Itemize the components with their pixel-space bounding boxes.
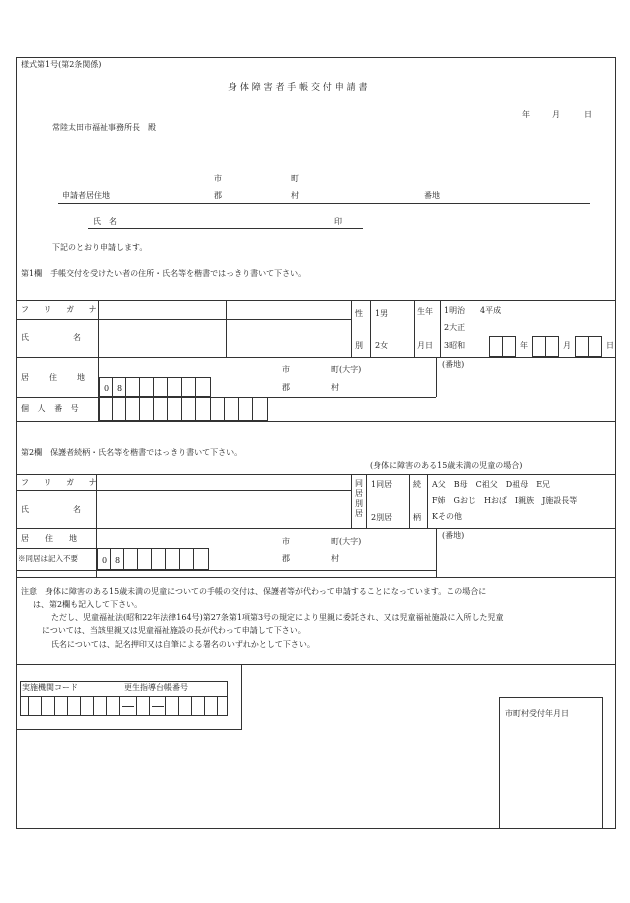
- agency-code-box-3[interactable]: [54, 696, 68, 716]
- s2-postal-digit-3[interactable]: [123, 548, 138, 570]
- s1-gun: 郡: [282, 383, 290, 392]
- ledger-box-1[interactable]: [106, 696, 120, 716]
- s2-dokyo-label-4: 居: [355, 509, 363, 518]
- s1-pn-box-4[interactable]: [139, 397, 154, 421]
- s1-pn-box-9[interactable]: [210, 397, 225, 421]
- s1-birth-month-box-2[interactable]: [545, 336, 559, 357]
- s2-postal-digit-6[interactable]: [165, 548, 180, 570]
- s1-postal-digit-4[interactable]: [139, 377, 154, 397]
- receipt-date-label: 市町村受付年月日: [505, 709, 569, 718]
- ledger-box-6[interactable]: [204, 696, 218, 716]
- applicant-gun: 郡: [214, 191, 222, 200]
- s2-gun: 郡: [282, 554, 290, 563]
- s2-postal-digit-7[interactable]: [179, 548, 194, 570]
- s2-dokyo-option[interactable]: 1同居: [371, 480, 393, 489]
- s1-mura: 村: [331, 383, 339, 392]
- s1-pn-box-10[interactable]: [224, 397, 239, 421]
- agency-code-box-4[interactable]: [67, 696, 81, 716]
- ledger-box-3[interactable]: [165, 696, 179, 716]
- applicant-address-line[interactable]: [58, 203, 590, 204]
- s2-shi: 市: [282, 537, 290, 546]
- applicant-shi: 市: [214, 174, 222, 183]
- section2-heading: 第2欄 保護者続柄・氏名等を楷書ではっきり書いて下さい。: [21, 448, 243, 457]
- applicant-machi: 町: [291, 174, 299, 183]
- form-title: 身 体 障 害 者 手 帳 交 付 申 請 書: [228, 83, 368, 93]
- agency-code-box-1[interactable]: [28, 696, 42, 716]
- notes-line2: は、第2欄も記入して下さい。: [33, 600, 143, 609]
- ledger-box-5[interactable]: [191, 696, 205, 716]
- s1-pn-box-5[interactable]: [153, 397, 168, 421]
- s1-pn-box-1[interactable]: [99, 397, 113, 421]
- s2-postal-digit-2-text: 8: [115, 556, 121, 565]
- s1-furigana-input[interactable]: [99, 301, 225, 319]
- notes-line1: 注意 身体に障害のある15歳未満の児童についての手帳の交付は、保護者等が代わって申請することになっています。この場合に: [21, 587, 487, 596]
- s2-banchi: (番地): [442, 531, 465, 540]
- s1-birth-label-top: 生年: [417, 307, 433, 316]
- s2-bekkyo-option[interactable]: 2別居: [371, 513, 393, 522]
- s2-relations-line3[interactable]: Kその他: [432, 512, 462, 521]
- s1-birth-month-box-1[interactable]: [532, 336, 546, 357]
- s2-name-label: 氏 名: [21, 505, 86, 514]
- notes-line4: については、当該里親又は児童福祉施設の長が代わって申請して下さい。: [42, 626, 306, 635]
- s2-furigana-input[interactable]: [97, 475, 350, 490]
- section2-note: (身体に障害のある15歳未満の児童の場合): [370, 461, 523, 470]
- form-number: 様式第1号(第2条関係): [21, 60, 102, 69]
- s2-relations-line1[interactable]: A父 B母 C祖父 D祖母 E兄: [432, 480, 551, 489]
- section1-heading: 第1欄 手帳交付を受けたい者の住所・氏名等を楷書ではっきり書いて下さい。: [21, 269, 307, 278]
- s1-birth-day-box-2[interactable]: [588, 336, 602, 357]
- s2-postal-digit-1-text: 0: [102, 556, 108, 565]
- s2-name-input[interactable]: [97, 491, 350, 527]
- s1-name-input[interactable]: [99, 320, 350, 356]
- addressee: 常陸太田市福祉事務所長 殿: [52, 123, 156, 132]
- s1-birth-day-unit: 日: [606, 341, 614, 350]
- s1-postal-digit-3[interactable]: [125, 377, 140, 397]
- agency-code-box-6[interactable]: [93, 696, 107, 716]
- agency-code-label: 実施機関コード: [22, 683, 78, 692]
- s1-pn-box-7[interactable]: [181, 397, 196, 421]
- s2-same-note: ※同居は記入不要: [18, 554, 78, 563]
- s1-pn-box-11[interactable]: [238, 397, 253, 421]
- notes-line5: 氏名については、記名押印又は自筆による署名のいずれかとして下さい。: [51, 640, 315, 649]
- s1-era-heisei[interactable]: 4平成: [480, 306, 502, 315]
- s1-birth-year-unit: 年: [520, 341, 528, 350]
- applicant-name-label: 氏 名: [93, 217, 117, 226]
- s1-pn-box-3[interactable]: [125, 397, 140, 421]
- s2-machi-aza: 町(大字): [331, 537, 362, 546]
- s1-postal-digit-7[interactable]: [181, 377, 196, 397]
- s1-pn-box-12[interactable]: [252, 397, 268, 421]
- s2-mura: 村: [331, 554, 339, 563]
- s1-banchi: (番地): [442, 360, 465, 369]
- s1-birth-year-box-1[interactable]: [489, 336, 503, 357]
- ledger-box-4[interactable]: [178, 696, 192, 716]
- s1-postal-digit-6[interactable]: [167, 377, 182, 397]
- s1-sex-label-bottom: 別: [355, 341, 363, 350]
- s2-dokyo-label-3: 別: [355, 499, 363, 508]
- applicant-mura: 村: [291, 191, 299, 200]
- s1-sex-label-top: 性: [355, 309, 363, 318]
- s2-zoku-label-top: 続: [413, 480, 421, 489]
- s1-birth-label-bottom: 月日: [417, 341, 433, 350]
- s1-pn-box-8[interactable]: [195, 397, 211, 421]
- s2-dokyo-label-1: 同: [355, 479, 363, 488]
- s1-postal-digit-5[interactable]: [153, 377, 168, 397]
- s2-furigana-label: フ リ ガ ナ: [21, 478, 103, 487]
- applicant-banchi: 番地: [424, 191, 440, 200]
- s1-furigana-label: フ リ ガ ナ: [21, 305, 103, 314]
- agency-code-box-5[interactable]: [80, 696, 94, 716]
- s2-relations-line2[interactable]: F姉 Gおじ Hおば I親族 J施設長等: [432, 496, 578, 505]
- s1-pn-box-6[interactable]: [167, 397, 182, 421]
- s2-zoku-label-bottom: 柄: [413, 513, 421, 522]
- s2-residence-label: 居 住 地: [21, 534, 77, 543]
- s1-residence-label: 居 住 地: [21, 373, 91, 382]
- s1-birth-year-box-2[interactable]: [502, 336, 516, 357]
- date-month[interactable]: 月: [552, 110, 560, 119]
- s1-birth-month-unit: 月: [563, 341, 571, 350]
- s1-postal-digit-8[interactable]: [195, 377, 211, 397]
- date-day[interactable]: 日: [584, 110, 592, 119]
- s1-pn-box-2[interactable]: [112, 397, 126, 421]
- s1-postal-digit-1-text: 0: [104, 384, 110, 393]
- s1-postal-digit-2[interactable]: [112, 377, 126, 397]
- s2-postal-digit-2[interactable]: [110, 548, 124, 570]
- s2-postal-digit-5[interactable]: [151, 548, 166, 570]
- applicant-seal: 印: [334, 217, 342, 226]
- s2-postal-digit-8[interactable]: [193, 548, 209, 570]
- ledger-box-2[interactable]: [136, 696, 150, 716]
- applicant-address-label: 申請者居住地: [62, 191, 110, 200]
- s1-personal-number-label: 個 人 番 号: [21, 404, 82, 413]
- applicant-name-line[interactable]: [88, 228, 363, 229]
- ledger-number-label: 更生指導台帳番号: [124, 683, 188, 692]
- request-text: 下記のとおり申請します。: [52, 243, 148, 252]
- date-year[interactable]: 年: [522, 110, 530, 119]
- s1-birth-day-box-1[interactable]: [575, 336, 589, 357]
- s1-machi-aza: 町(大字): [331, 365, 362, 374]
- notes-line3: ただし、児童福祉法(昭和22年法律164号)第27条第1項第3号の規定により里親に委託され、又は児童福祉施設に入所した児童: [51, 613, 504, 622]
- s1-era-taisho[interactable]: 2大正: [444, 323, 466, 332]
- s2-dokyo-label-2: 居: [355, 489, 363, 498]
- s1-shi: 市: [282, 365, 290, 374]
- s1-era-showa[interactable]: 3昭和: [444, 341, 466, 350]
- agency-code-box-2[interactable]: [41, 696, 55, 716]
- s1-postal-digit-2-text: 8: [117, 384, 123, 393]
- s1-male-option[interactable]: 1男: [375, 309, 389, 318]
- s1-postal-digit-1[interactable]: [99, 377, 113, 397]
- s1-era-meiji[interactable]: 1明治: [444, 306, 466, 315]
- s1-female-option[interactable]: 2女: [375, 341, 389, 350]
- s2-postal-digit-1[interactable]: [97, 548, 111, 570]
- s2-postal-digit-4[interactable]: [137, 548, 152, 570]
- s1-name-label: 氏 名: [21, 333, 86, 342]
